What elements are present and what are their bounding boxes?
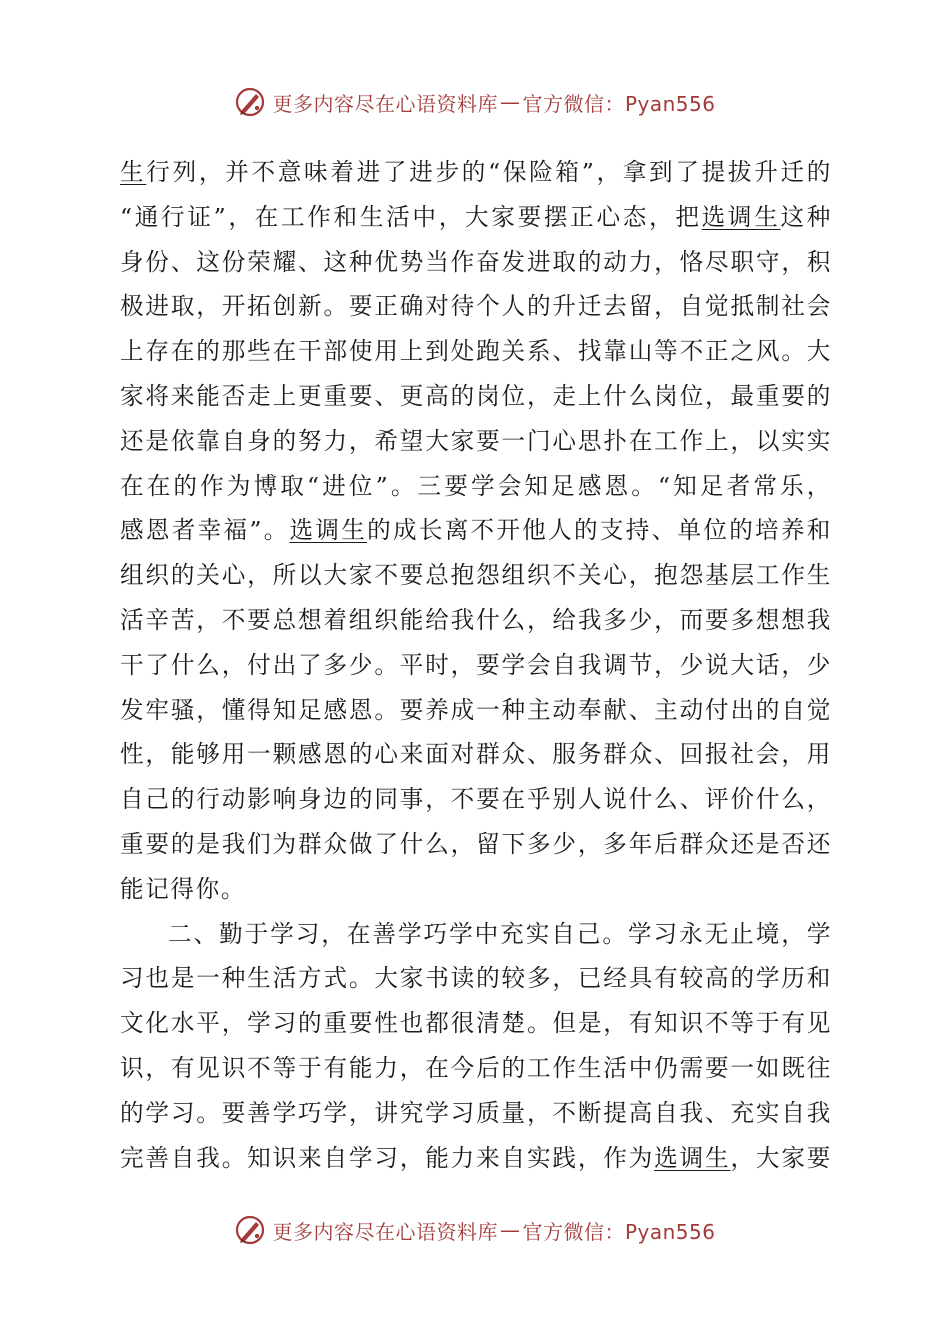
banner-separator: — <box>499 1218 521 1242</box>
banner-wechat: 官方微信：Pyan556 <box>522 1219 716 1244</box>
underlined-term: 选调生 <box>289 516 368 545</box>
text-segment: 习也是一种生活方式。大家书读的较多，已经具有较高的学历和 <box>120 964 832 993</box>
text-line <box>120 508 832 553</box>
banner-wechat: 官方微信：Pyan556 <box>522 91 716 116</box>
text-line <box>120 598 832 643</box>
footer-banner <box>0 1210 950 1250</box>
text-line <box>120 732 832 777</box>
text-line <box>120 688 832 733</box>
underlined-term: 选调生 <box>701 202 781 231</box>
text-segment: 的学习。要善学巧学，讲究学习质量，不断提高自我、充实自我 <box>120 1098 832 1127</box>
paragraph-2 <box>120 912 832 1181</box>
text-line <box>120 867 832 912</box>
text-segment: 极进取，开拓创新。要正确对待个人的升迁去留，自觉抵制社会 <box>120 292 832 321</box>
text-segment: 行列，并不意味着进了进步的“保险箱”，拿到了提拔升迁的 <box>146 158 832 186</box>
underlined-term: 选调生 <box>654 1143 731 1172</box>
text-segment: 能记得你。 <box>120 874 246 903</box>
pen-logo-icon <box>234 1214 266 1246</box>
text-segment: 完善自我。知识来自学习，能力来自实践，作为 <box>120 1143 655 1172</box>
text-segment: 自己的行动影响身边的同事，不要在乎别人说什么、评价什么， <box>120 785 832 814</box>
text-line <box>120 956 832 1001</box>
text-segment: 的成长离不开他人的支持、单位的培养和 <box>367 516 832 545</box>
text-segment: 在在的作为博取“进位”。三要学会知足感恩。“知足者常乐， <box>120 471 832 500</box>
text-segment: 组织的关心，所以大家不要总抱怨组织不关心，抱怨基层工作生 <box>120 561 832 590</box>
text-segment: ，大家要 <box>730 1143 832 1172</box>
text-line <box>120 195 832 240</box>
text-line <box>120 284 832 329</box>
text-line <box>120 822 832 867</box>
text-line <box>120 553 832 598</box>
text-line <box>120 150 832 195</box>
text-segment: 这种 <box>780 202 833 231</box>
text-line <box>120 240 832 285</box>
text-line <box>120 1001 832 1046</box>
document-body <box>120 150 832 1180</box>
banner-separator: — <box>499 90 521 114</box>
text-segment: 干了什么，付出了多少。平时，要学会自我调节，少说大话，少 <box>120 650 832 679</box>
text-segment: 文化水平，学习的重要性也都很清楚。但是，有知识不等于有见 <box>120 1009 832 1038</box>
text-line <box>120 1136 832 1181</box>
text-line <box>120 1046 832 1091</box>
text-segment: 活辛苦，不要总想着组织能给我什么，给我多少，而要多想想我 <box>120 605 832 634</box>
text-segment: “通行证”，在工作和生活中，大家要摆正心态，把 <box>120 202 702 231</box>
text-segment: 身份、这份荣耀、这种优势当作奋发进取的动力，恪尽职守，积 <box>120 247 832 276</box>
text-segment: 感恩者幸福”。 <box>120 516 290 545</box>
text-line <box>120 329 832 374</box>
text-segment: 识，有见识不等于有能力，在今后的工作生活中仍需要一如既往 <box>120 1053 832 1082</box>
text-line <box>120 777 832 822</box>
pen-logo-icon <box>234 86 266 118</box>
text-line <box>120 643 832 688</box>
banner-text: 更多内容尽在心语资料库 <box>272 91 498 116</box>
banner-text: 更多内容尽在心语资料库 <box>272 1219 498 1244</box>
text-line <box>120 912 832 957</box>
header-banner <box>0 82 950 122</box>
text-segment: 重要的是我们为群众做了什么，留下多少，多年后群众还是否还 <box>120 829 832 858</box>
text-segment: 还是依靠自身的努力，希望大家要一门心思扑在工作上，以实实 <box>120 426 832 455</box>
text-segment: 上存在的那些在干部使用上到处跑关系、找靠山等不正之风。大 <box>120 337 832 366</box>
text-segment: 家将来能否走上更重要、更高的岗位，走上什么岗位，最重要的 <box>120 381 832 410</box>
text-line <box>120 464 832 509</box>
text-line <box>120 419 832 464</box>
underlined-term: 生 <box>120 158 147 186</box>
text-line <box>120 1091 832 1136</box>
text-segment: 发牢骚，懂得知足感恩。要养成一种主动奉献、主动付出的自觉 <box>120 695 832 724</box>
text-line <box>120 374 832 419</box>
paragraph-1 <box>120 150 832 912</box>
text-segment: 性，能够用一颗感恩的心来面对群众、服务群众、回报社会，用 <box>120 740 832 769</box>
text-segment: 二、勤于学习，在善学巧学中充实自己。学习永无止境，学 <box>168 919 832 948</box>
